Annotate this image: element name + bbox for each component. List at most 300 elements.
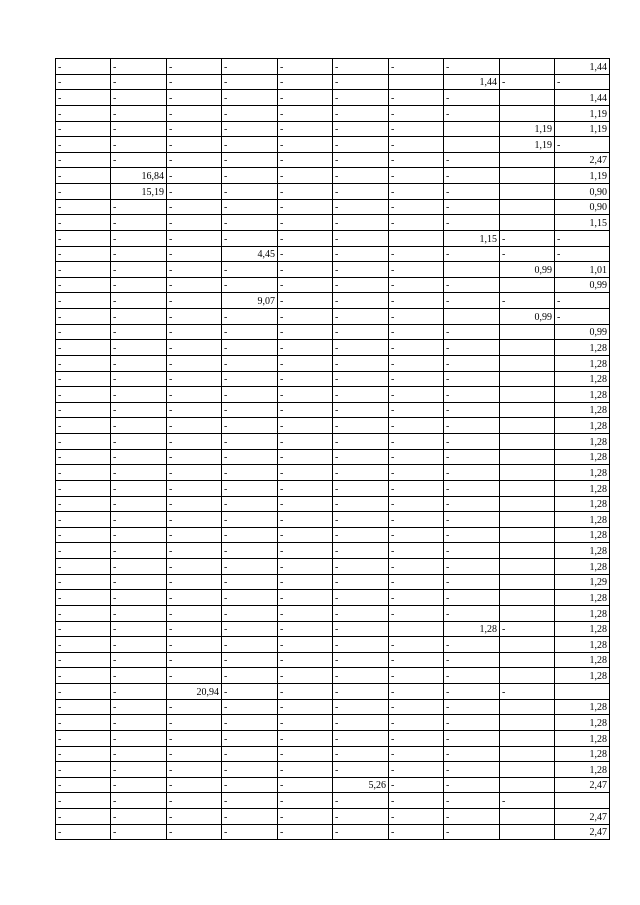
table-cell: 0,99 (500, 262, 555, 278)
table-cell: - (111, 105, 167, 121)
table-cell: - (111, 434, 167, 450)
table-cell: - (444, 668, 500, 684)
table-cell: - (389, 746, 444, 762)
table-cell: - (111, 762, 167, 778)
table-cell: - (56, 434, 111, 450)
table-cell: - (111, 574, 167, 590)
table-row (56, 590, 610, 606)
table-row (56, 340, 610, 356)
table-cell (555, 793, 610, 809)
table-cell: 1,44 (555, 59, 610, 75)
table-cell (500, 824, 555, 840)
table-cell: - (444, 777, 500, 793)
table-cell: - (333, 90, 389, 106)
table-cell: - (56, 559, 111, 575)
table-cell: - (555, 246, 610, 262)
table-cell: - (111, 90, 167, 106)
table-cell: - (222, 434, 278, 450)
table-cell: - (444, 465, 500, 481)
table-cell: - (111, 715, 167, 731)
table-cell: - (222, 684, 278, 700)
table-cell: - (167, 215, 222, 231)
table-cell: - (167, 59, 222, 75)
table-row (56, 699, 610, 715)
table-body (56, 59, 610, 840)
table-cell: - (56, 137, 111, 153)
table-cell: - (167, 809, 222, 825)
table-cell: - (111, 121, 167, 137)
table-cell: - (444, 199, 500, 215)
table-cell: - (333, 387, 389, 403)
table-cell: - (167, 340, 222, 356)
table-cell (500, 418, 555, 434)
table-cell (500, 730, 555, 746)
table-cell: 1,19 (555, 168, 610, 184)
table-cell: - (444, 449, 500, 465)
table-cell: - (111, 230, 167, 246)
table-cell: - (167, 699, 222, 715)
table-cell: - (222, 277, 278, 293)
table-cell: - (444, 715, 500, 731)
table-cell: - (389, 105, 444, 121)
table-cell: 1,15 (444, 230, 500, 246)
table-cell (500, 277, 555, 293)
table-cell: - (222, 355, 278, 371)
table-cell: - (333, 215, 389, 231)
table-cell: 1,28 (555, 371, 610, 387)
table-row (56, 309, 610, 325)
table-row (56, 74, 610, 90)
table-cell: - (56, 480, 111, 496)
table-cell: - (389, 684, 444, 700)
table-cell: - (111, 559, 167, 575)
table-cell: - (111, 699, 167, 715)
table-row (56, 184, 610, 200)
table-cell: - (167, 559, 222, 575)
table-row (56, 199, 610, 215)
table-cell: - (389, 527, 444, 543)
table-cell: - (167, 105, 222, 121)
table-cell: - (56, 277, 111, 293)
table-cell: 1,28 (555, 621, 610, 637)
table-cell: - (444, 809, 500, 825)
table-cell: - (278, 559, 333, 575)
table-row (56, 465, 610, 481)
table-cell: - (111, 309, 167, 325)
table-cell: - (222, 668, 278, 684)
table-cell: - (111, 59, 167, 75)
table-cell: - (278, 277, 333, 293)
table-cell: - (222, 324, 278, 340)
table-cell: - (222, 309, 278, 325)
table-cell: - (111, 371, 167, 387)
table-row (56, 434, 610, 450)
table-cell: 1,28 (555, 730, 610, 746)
table-cell: - (167, 652, 222, 668)
table-cell: - (222, 74, 278, 90)
table-cell: 1,28 (555, 527, 610, 543)
table-cell: - (278, 199, 333, 215)
table-cell: - (333, 684, 389, 700)
table-cell: - (444, 246, 500, 262)
table-cell (444, 121, 500, 137)
table-cell: - (222, 777, 278, 793)
table-cell: - (333, 434, 389, 450)
table-cell: - (111, 809, 167, 825)
table-cell: - (56, 793, 111, 809)
table-cell: - (389, 59, 444, 75)
table-cell: 1,28 (555, 512, 610, 528)
table-cell: - (444, 215, 500, 231)
table-cell: - (56, 230, 111, 246)
table-cell: - (333, 230, 389, 246)
table-cell: - (111, 480, 167, 496)
table-cell: - (333, 621, 389, 637)
table-cell: - (167, 371, 222, 387)
table-cell: - (389, 590, 444, 606)
table-cell: - (333, 652, 389, 668)
table-cell: - (333, 746, 389, 762)
table-cell: - (167, 168, 222, 184)
table-cell: - (222, 699, 278, 715)
table-cell (500, 449, 555, 465)
table-row (56, 152, 610, 168)
table-cell: - (222, 715, 278, 731)
table-row (56, 527, 610, 543)
table-cell: - (333, 324, 389, 340)
table-cell: - (222, 543, 278, 559)
table-cell: - (444, 387, 500, 403)
table-row (56, 262, 610, 278)
table-cell: - (278, 371, 333, 387)
table-cell: - (167, 90, 222, 106)
table-cell (444, 262, 500, 278)
table-cell: - (111, 637, 167, 653)
table-cell: - (444, 402, 500, 418)
table-cell: - (222, 230, 278, 246)
table-cell (500, 324, 555, 340)
table-cell: - (389, 355, 444, 371)
table-cell: - (278, 262, 333, 278)
table-cell: - (389, 324, 444, 340)
table-cell: - (278, 527, 333, 543)
table-cell: - (222, 371, 278, 387)
table-cell: - (389, 184, 444, 200)
table-cell: - (389, 762, 444, 778)
table-cell: - (167, 262, 222, 278)
table-cell (555, 684, 610, 700)
table-cell: - (278, 637, 333, 653)
table-cell: - (222, 215, 278, 231)
table-cell (500, 105, 555, 121)
table-cell: 0,99 (555, 324, 610, 340)
table-cell: - (278, 590, 333, 606)
table-cell: - (56, 730, 111, 746)
table-cell: - (56, 543, 111, 559)
table-cell (500, 762, 555, 778)
table-cell: - (333, 574, 389, 590)
table-cell: - (278, 465, 333, 481)
table-cell: - (167, 590, 222, 606)
table-cell: - (222, 652, 278, 668)
table-cell: - (56, 371, 111, 387)
table-cell (500, 480, 555, 496)
table-cell: - (222, 90, 278, 106)
table-cell (500, 387, 555, 403)
table-cell: - (389, 465, 444, 481)
table-cell: - (167, 496, 222, 512)
table-row (56, 746, 610, 762)
table-cell: - (389, 309, 444, 325)
table-cell: - (56, 355, 111, 371)
table-cell: - (167, 668, 222, 684)
table-cell: - (389, 777, 444, 793)
table-cell: - (222, 824, 278, 840)
table-cell: - (278, 434, 333, 450)
table-cell (500, 637, 555, 653)
table-cell: - (389, 574, 444, 590)
table-cell: - (278, 512, 333, 528)
table-cell (500, 90, 555, 106)
table-cell: - (167, 418, 222, 434)
table-cell: - (500, 621, 555, 637)
table-cell: - (444, 480, 500, 496)
table-cell: - (222, 340, 278, 356)
table-cell: - (167, 746, 222, 762)
table-cell (500, 527, 555, 543)
table-cell: 1,28 (555, 496, 610, 512)
table-cell: - (333, 559, 389, 575)
table-cell: - (278, 777, 333, 793)
table-cell: - (167, 527, 222, 543)
table-cell: - (555, 309, 610, 325)
table-cell (500, 184, 555, 200)
table-cell: 2,47 (555, 777, 610, 793)
table-cell: 1,15 (555, 215, 610, 231)
table-cell (500, 402, 555, 418)
table-cell: 2,47 (555, 824, 610, 840)
table-cell: - (222, 168, 278, 184)
table-cell: - (444, 184, 500, 200)
table-row (56, 324, 610, 340)
table-cell: 1,28 (555, 480, 610, 496)
table-cell: - (333, 293, 389, 309)
table-cell: - (56, 246, 111, 262)
table-cell: - (333, 793, 389, 809)
table-row (56, 809, 610, 825)
table-cell: 1,28 (444, 621, 500, 637)
table-cell: - (167, 777, 222, 793)
table-cell: - (167, 184, 222, 200)
table-cell: - (389, 449, 444, 465)
table-cell: - (56, 402, 111, 418)
table-cell: - (56, 590, 111, 606)
table-cell: - (222, 105, 278, 121)
table-row (56, 105, 610, 121)
table-cell: - (333, 74, 389, 90)
table-cell: - (111, 262, 167, 278)
table-row (56, 246, 610, 262)
table-cell: - (111, 449, 167, 465)
table-cell (500, 746, 555, 762)
table-cell: - (167, 730, 222, 746)
table-cell: 0,90 (555, 199, 610, 215)
table-cell: - (389, 152, 444, 168)
table-cell: - (333, 730, 389, 746)
table-cell: 16,84 (111, 168, 167, 184)
table-cell: - (333, 121, 389, 137)
table-cell: 4,45 (222, 246, 278, 262)
table-cell: - (278, 246, 333, 262)
table-cell: - (389, 496, 444, 512)
table-cell: - (333, 199, 389, 215)
table-cell: - (389, 371, 444, 387)
table-row (56, 418, 610, 434)
table-cell: - (222, 605, 278, 621)
table-cell: - (333, 480, 389, 496)
table-cell: - (111, 684, 167, 700)
table-cell: - (444, 371, 500, 387)
table-cell: - (111, 418, 167, 434)
table-row (56, 559, 610, 575)
table-row (56, 168, 610, 184)
table-cell: - (278, 449, 333, 465)
table-cell: - (278, 668, 333, 684)
table-cell: - (444, 793, 500, 809)
table-cell (500, 777, 555, 793)
table-cell: - (333, 277, 389, 293)
table-cell: - (278, 340, 333, 356)
table-cell: - (56, 59, 111, 75)
table-cell: - (333, 184, 389, 200)
table-cell (444, 309, 500, 325)
table-cell: 5,26 (333, 777, 389, 793)
table-cell: 2,47 (555, 809, 610, 825)
table-cell: - (222, 621, 278, 637)
table-cell: - (444, 340, 500, 356)
table-cell: - (222, 730, 278, 746)
table-row (56, 90, 610, 106)
table-row (56, 652, 610, 668)
table-cell: - (555, 74, 610, 90)
table-cell: - (111, 496, 167, 512)
table-cell (500, 59, 555, 75)
table-cell: - (278, 74, 333, 90)
table-cell (500, 512, 555, 528)
table-cell: - (111, 152, 167, 168)
table-cell: - (500, 74, 555, 90)
table-cell: - (333, 105, 389, 121)
table-cell: - (278, 387, 333, 403)
table-cell: 1,29 (555, 574, 610, 590)
table-cell: 1,28 (555, 715, 610, 731)
table-cell: - (333, 543, 389, 559)
table-cell: - (167, 121, 222, 137)
table-row (56, 824, 610, 840)
table-cell: - (111, 215, 167, 231)
table-row (56, 402, 610, 418)
table-row (56, 637, 610, 653)
table-cell: - (111, 590, 167, 606)
table-cell: - (278, 730, 333, 746)
table-cell: - (56, 574, 111, 590)
table-cell: - (222, 496, 278, 512)
table-row (56, 777, 610, 793)
table-cell: - (56, 418, 111, 434)
table-cell: - (389, 262, 444, 278)
table-cell: - (444, 684, 500, 700)
table-cell: - (333, 465, 389, 481)
table-cell: - (500, 246, 555, 262)
table-cell: - (278, 605, 333, 621)
table-cell: - (389, 480, 444, 496)
table-cell: - (278, 746, 333, 762)
table-cell (389, 230, 444, 246)
table-row (56, 762, 610, 778)
table-cell: - (444, 730, 500, 746)
table-row (56, 371, 610, 387)
table-cell: - (111, 74, 167, 90)
table-row (56, 293, 610, 309)
table-cell: - (444, 105, 500, 121)
table-cell: - (167, 277, 222, 293)
table-cell (389, 621, 444, 637)
table-cell: - (444, 824, 500, 840)
table-cell: - (167, 762, 222, 778)
table-cell (444, 137, 500, 153)
table-row (56, 480, 610, 496)
table-cell: - (56, 340, 111, 356)
table-cell: - (167, 152, 222, 168)
table-cell: - (222, 762, 278, 778)
table-cell: - (278, 184, 333, 200)
table-cell: - (56, 684, 111, 700)
table-row (56, 59, 610, 75)
table-cell: - (333, 715, 389, 731)
table-cell: - (389, 793, 444, 809)
table-cell: - (56, 762, 111, 778)
table-cell: - (111, 730, 167, 746)
table-row (56, 277, 610, 293)
table-cell: 1,28 (555, 637, 610, 653)
table-cell: - (56, 387, 111, 403)
table-cell: - (333, 355, 389, 371)
table-cell: - (333, 309, 389, 325)
table-cell (500, 605, 555, 621)
table-cell: - (555, 293, 610, 309)
table-cell: - (444, 90, 500, 106)
table-cell: - (333, 762, 389, 778)
table-cell: - (56, 824, 111, 840)
table-row (56, 684, 610, 700)
table-cell: - (222, 809, 278, 825)
table-cell: - (56, 168, 111, 184)
table-cell: 1,01 (555, 262, 610, 278)
table-cell: - (444, 559, 500, 575)
table-cell: - (167, 199, 222, 215)
table-cell: - (389, 809, 444, 825)
table-cell: - (56, 449, 111, 465)
table-cell: 1,28 (555, 543, 610, 559)
table-cell: - (444, 496, 500, 512)
table-cell: - (278, 215, 333, 231)
table-cell: - (389, 277, 444, 293)
table-cell: 1,28 (555, 465, 610, 481)
table-cell (500, 434, 555, 450)
table-cell: - (56, 184, 111, 200)
table-cell: 1,28 (555, 355, 610, 371)
table-cell: 1,28 (555, 402, 610, 418)
